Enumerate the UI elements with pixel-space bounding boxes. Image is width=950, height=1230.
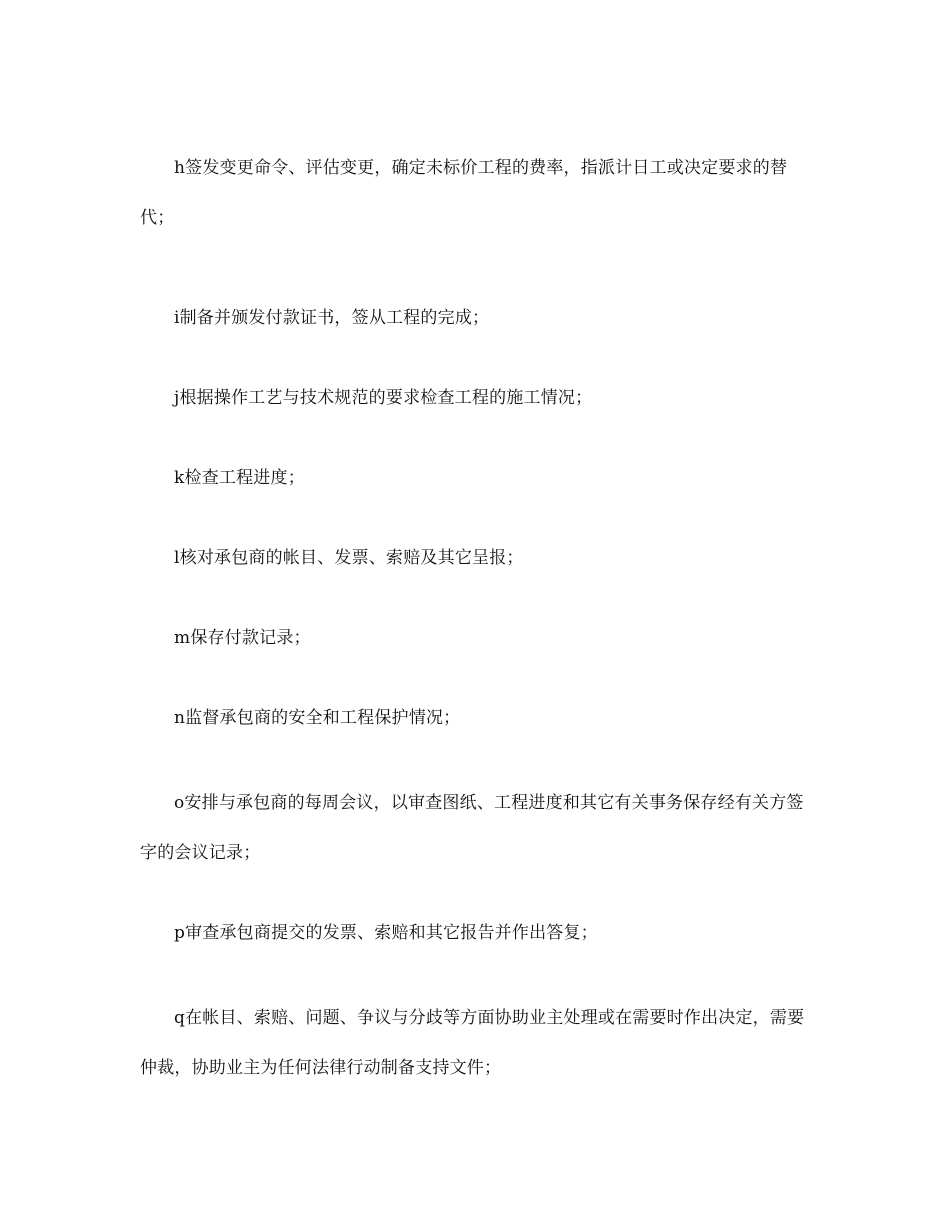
- paragraph-h: h签发变更命令、评估变更，确定未标价工程的费率，指派计日工或决定要求的替代；: [140, 158, 788, 228]
- paragraph-j: j根据操作工艺与技术规范的要求检查工程的施工情况；: [174, 388, 593, 408]
- paragraph-m: m保存付款记录；: [174, 628, 311, 648]
- paragraph-q: q在帐目、索赔、问题、争议与分歧等方面协助业主处理或在需要时作出决定，需要仲裁，协助业主为任何法律行动制备支持文件；: [140, 1008, 805, 1078]
- paragraph-k: k检查工程进度；: [174, 468, 305, 488]
- paragraph-i: i制备并颁发付款证书，签从工程的完成；: [174, 308, 490, 328]
- paragraph-n: n监督承包商的安全和工程保护情况；: [174, 708, 461, 728]
- paragraph-l: l核对承包商的帐目、发票、索赔及其它呈报；: [174, 548, 524, 568]
- paragraph-p: p审查承包商提交的发票、索赔和其它报告并作出答复；: [174, 923, 598, 943]
- paragraph-o: o安排与承包商的每周会议，以审查图纸、工程进度和其它有关事务保存经有关方签字的会议记录；: [140, 793, 804, 863]
